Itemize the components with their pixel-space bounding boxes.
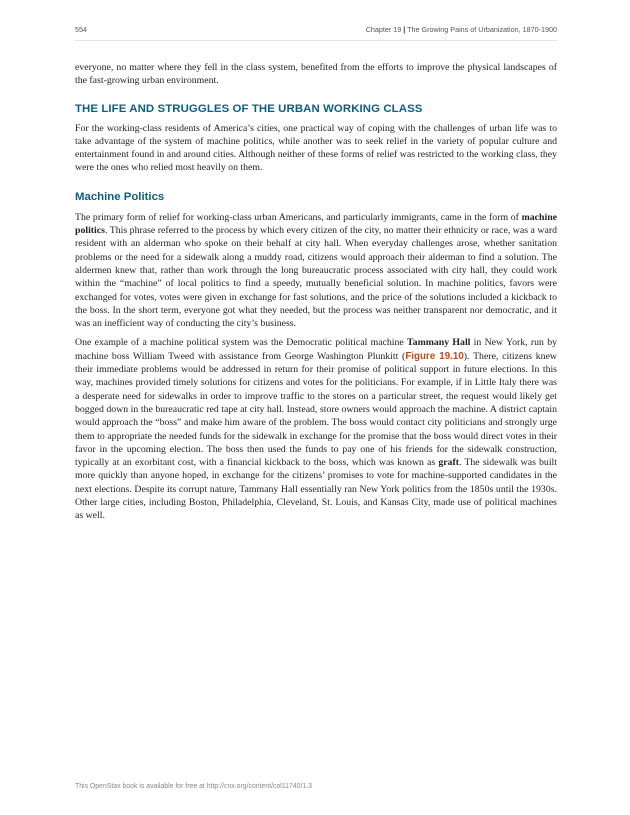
paragraph-text: . This phrase referred to the process by which every citizen of the city, no matter their ethnicity or race, was a ward resident with an alderman who spoke on their behalf at city hall. When everyday challenges arose, whether sanitation problems or the need for a sidewalk along a muddy road, citizens would approach their alderman to find a solution. The aldermen knew that, rather than work through the long bureaucratic process associated with city hall, they could work within the “machine” of local politics to find a speedy, mutually beneficial solution. In machine politics, favors were exchanged for votes, votes were given in exchange for fast solutions, and the price of the solutions included a kickback to the boss. In the short term, everyone got what they needed, but the process was neither transparent nor democratic, and it was an inefficient way of conducting the city’s business. xyxy=(75,225,557,330)
figure-link[interactable]: Figure 19.10 xyxy=(405,350,464,362)
section-heading: THE LIFE AND STRUGGLES OF THE URBAN WORKING CLASS xyxy=(75,102,423,115)
page-body xyxy=(75,61,557,529)
header-rule xyxy=(75,40,557,41)
tammany-hall-paragraph xyxy=(75,336,557,522)
header-separator: | xyxy=(403,25,406,34)
running-header xyxy=(75,25,557,39)
section-paragraph: For the working-class residents of America’s cities, one practical way of coping with the challenges of urban life was to take advantage of the system of machine politics, while another was to seek relief in the variety of popular culture and entertainment found in and around cities. Although neither of these forms of relief was restricted to the working class, they were the ones who relied most heavily on them. xyxy=(75,122,557,174)
paragraph-text: in New York, run by machine boss William Tweed with assistance from George Washington Plunkitt ( xyxy=(75,337,557,362)
key-term-machine-politics: machine politics xyxy=(75,211,557,237)
chapter-name: The Growing Pains of Urbanization, 1870-1900 xyxy=(407,25,557,34)
key-term-tammany-hall: Tammany Hall xyxy=(407,337,471,349)
page-number: 554 xyxy=(75,25,87,34)
paragraph-text: The primary form of relief for working-class urban Americans, and particularly immigrants, came in the form of xyxy=(75,211,522,223)
paragraph-text: ). There, citizens knew their immediate problems would be addressed in return for their promise of political support in future elections. In this way, machines provided timely solutions for citizens and votes for the politicians. For example, if in Little Italy there was a desperate need for sidewalks in order to improve traffic to the stores on a particular street, the request would likely get bogged down in the bureaucratic red tape at city hall. Instead, store owners would approach the machine. A district captain would approach the “boss” and make him aware of the problem. The boss would contact city politicians and strongly urge them to appropriate the needed funds for the sidewalk in exchange for the promise that the boss would direct votes in their favor in the upcoming election. The boss then used the funds to pay one of his friends for the sidewalk construction, typically at an exorbitant cost, with a financial kickback to the boss, which was known as xyxy=(75,350,557,469)
machine-politics-paragraph xyxy=(75,211,557,331)
footer-note: This OpenStax book is available for free at http://cnx.org/content/col11740/1.3 xyxy=(75,783,312,790)
paragraph-text: One example of a machine political system was the Democratic political machine xyxy=(75,337,408,349)
chapter-title xyxy=(366,25,557,34)
subsection-heading: Machine Politics xyxy=(75,190,165,203)
key-term-graft: graft xyxy=(438,457,459,469)
chapter-label: Chapter 19 xyxy=(365,25,402,34)
paragraph-text: . The sidewalk was built more quickly than anyone hoped, in exchange for the citizens’ promises to vote for machine-supported candidates in the next elections. Despite its corrupt nature, Tammany Hall essentially ran New York politics from the 1850s until the 1930s. Other large cities, including Boston, Philadelphia, Cleveland, St. Louis, and Kansas City, made use of political machines as well. xyxy=(75,457,557,522)
intro-paragraph: everyone, no matter where they fell in the class system, benefited from the efforts to improve the physical landscapes of the fast-growing urban environment. xyxy=(75,62,557,87)
